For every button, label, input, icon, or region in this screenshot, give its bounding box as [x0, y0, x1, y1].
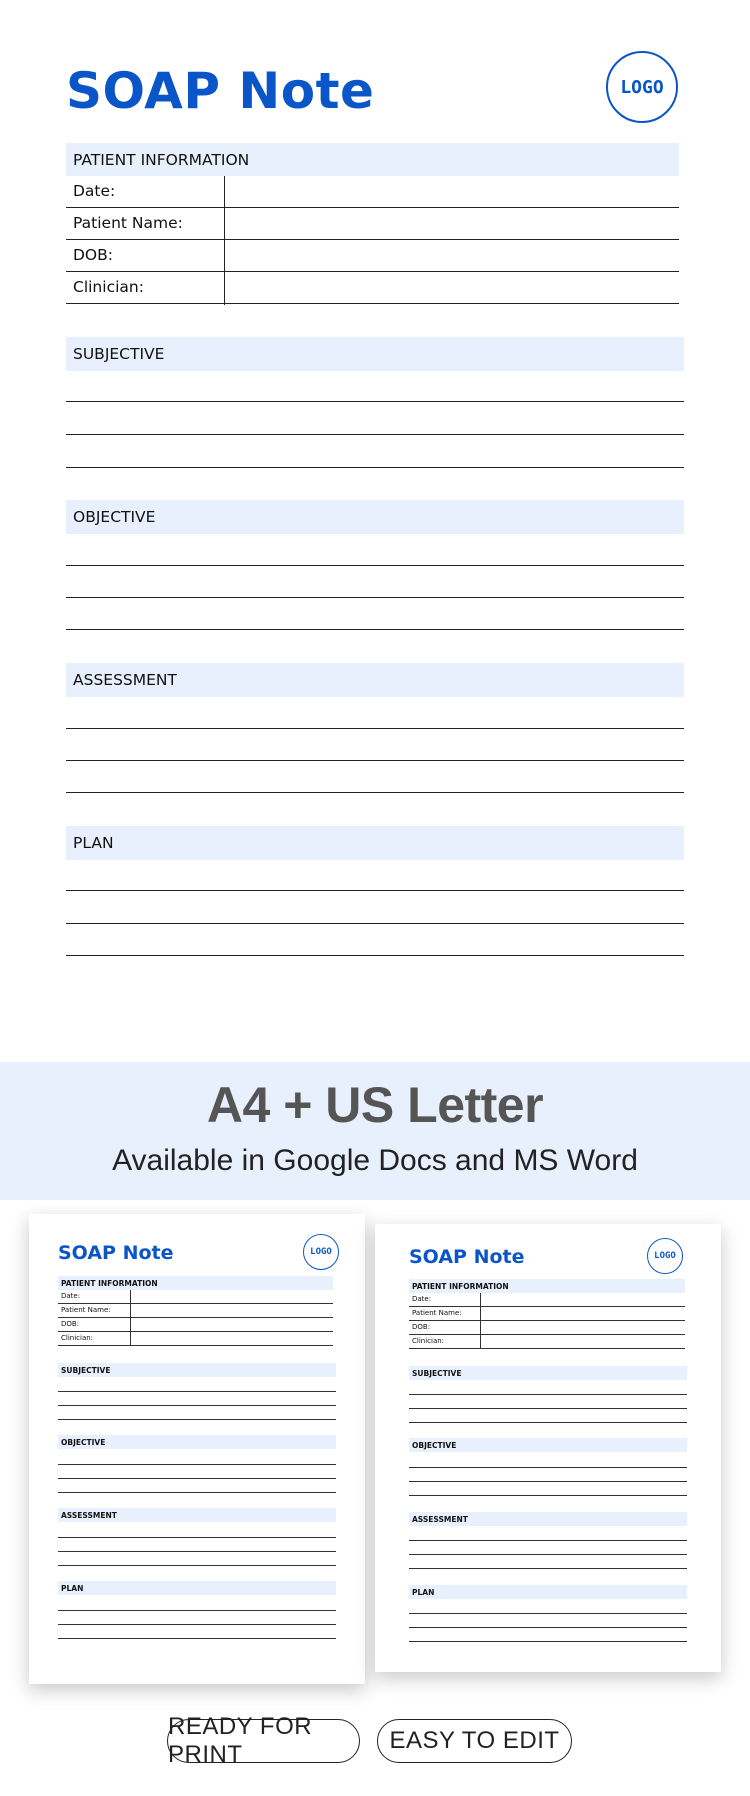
write-line[interactable]: [66, 728, 684, 729]
section-assessment: ASSESSMENT: [66, 663, 684, 697]
write-line[interactable]: [66, 955, 684, 956]
write-line[interactable]: [66, 401, 684, 402]
section-subjective: SUBJECTIVE: [66, 337, 684, 371]
preview-field-row: Patient Name:: [58, 1304, 333, 1318]
write-line[interactable]: [66, 760, 684, 761]
write-line[interactable]: [66, 890, 684, 891]
section-plan: PLAN: [66, 826, 684, 860]
easy-to-edit-button[interactable]: EASY TO EDIT: [377, 1719, 572, 1763]
preview-patient-info-header: PATIENT INFORMATION: [409, 1279, 685, 1293]
banner-heading: A4 + US Letter: [206, 1077, 544, 1133]
preview-section-assessment: ASSESSMENT: [409, 1512, 687, 1526]
preview-field-row: Date:: [409, 1293, 685, 1307]
preview-title: SOAP Note: [58, 1242, 174, 1264]
preview-patient-info-header: PATIENT INFORMATION: [58, 1276, 333, 1290]
field-date[interactable]: [66, 176, 679, 208]
write-line[interactable]: [66, 434, 684, 435]
preview-field-row: DOB:: [409, 1321, 685, 1335]
preview-section-objective: OBJECTIVE: [58, 1435, 336, 1449]
write-line[interactable]: [66, 629, 684, 630]
preview-logo: LOGO: [303, 1234, 339, 1270]
write-line[interactable]: [66, 923, 684, 924]
preview-section-assessment: ASSESSMENT: [58, 1508, 336, 1522]
format-banner: [0, 1062, 750, 1200]
preview-field-row: Patient Name:: [409, 1307, 685, 1321]
write-line[interactable]: [66, 467, 684, 468]
preview-section-subjective: SUBJECTIVE: [409, 1366, 687, 1380]
preview-field-row: Date:: [58, 1290, 333, 1304]
field-dob[interactable]: [66, 240, 679, 272]
field-clinician[interactable]: [66, 272, 679, 304]
preview-page-a4: [29, 1214, 365, 1684]
preview-page-letter: [375, 1224, 721, 1672]
logo-badge: LOGO: [606, 51, 678, 123]
field-patient-name-label: Patient Name:: [73, 214, 183, 232]
field-clinician-label: Clinician:: [73, 278, 144, 296]
preview-field-row: Clinician:: [58, 1332, 333, 1346]
preview-logo: LOGO: [647, 1238, 683, 1274]
page-title: SOAP Note: [66, 62, 375, 120]
write-line[interactable]: [66, 565, 684, 566]
preview-field-row: Clinician:: [409, 1335, 685, 1349]
preview-field-row: DOB:: [58, 1318, 333, 1332]
patient-info-header: PATIENT INFORMATION: [66, 143, 679, 176]
section-objective: OBJECTIVE: [66, 500, 684, 534]
preview-section-objective: OBJECTIVE: [409, 1438, 687, 1452]
field-dob-label: DOB:: [73, 246, 113, 264]
write-line[interactable]: [66, 597, 684, 598]
field-date-label: Date:: [73, 182, 116, 200]
preview-section-subjective: SUBJECTIVE: [58, 1363, 336, 1377]
preview-title: SOAP Note: [409, 1246, 525, 1268]
preview-section-plan: PLAN: [409, 1585, 687, 1599]
preview-section-plan: PLAN: [58, 1581, 336, 1595]
write-line[interactable]: [66, 792, 684, 793]
field-patient-name[interactable]: [66, 208, 679, 240]
banner-subheading: Available in Google Docs and MS Word: [112, 1144, 638, 1177]
ready-for-print-button[interactable]: READY FOR PRINT: [167, 1719, 360, 1763]
